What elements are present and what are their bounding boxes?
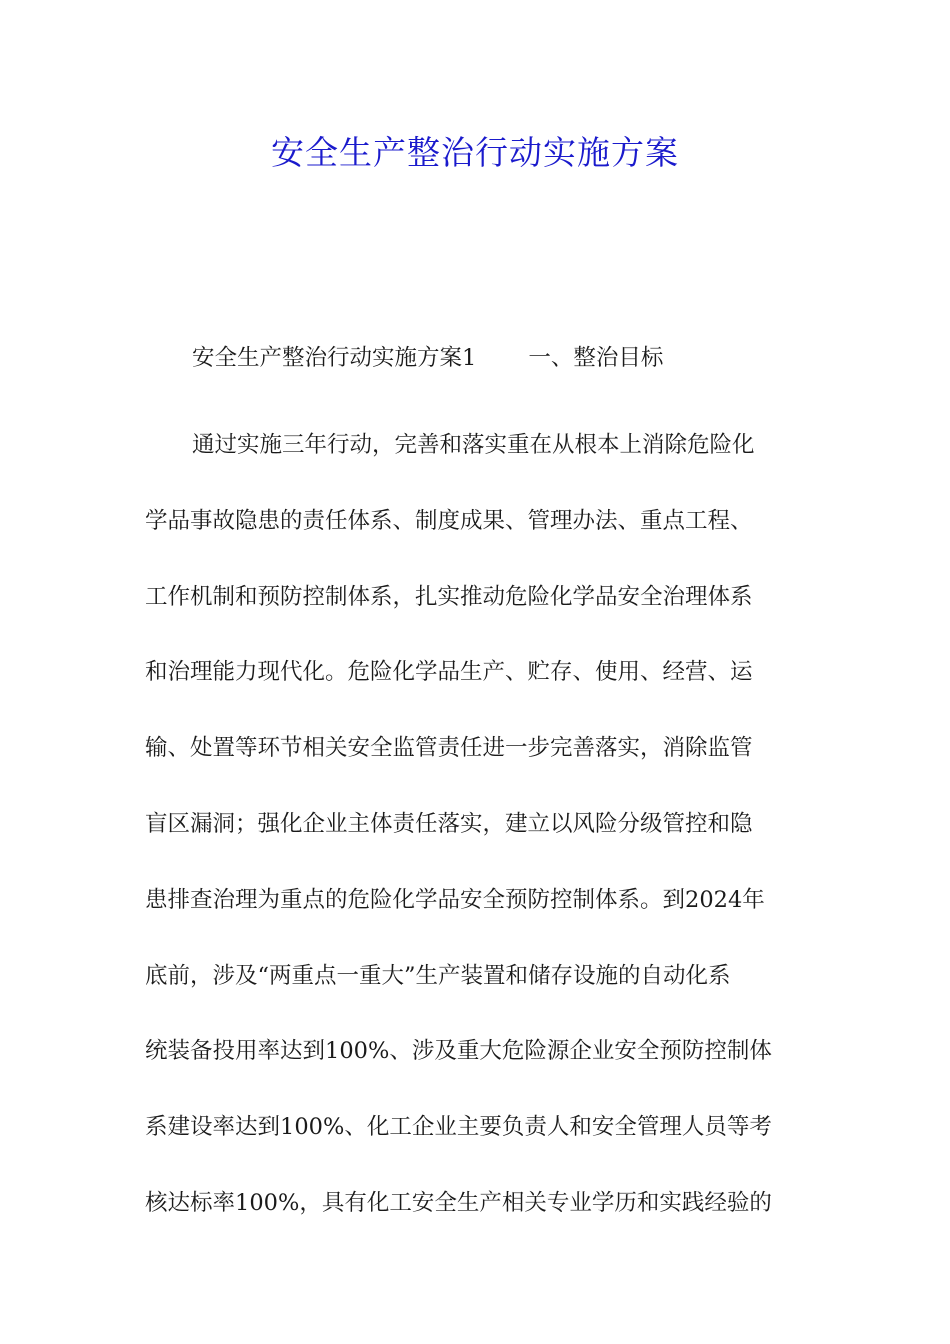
paragraph-line: 输、处置等环节相关安全监管责任进一步完善落实，消除监管 (145, 735, 753, 762)
paragraph-line: 患排查治理为重点的危险化学品安全预防控制体系。到2024年 (145, 886, 765, 913)
paragraph-line: 工作机制和预防控制体系，扎实推动危险化学品安全治理体系 (145, 583, 753, 610)
document-title: 安全生产整治行动实施方案 (271, 133, 679, 172)
section-heading: 一、整治目标 (528, 345, 664, 371)
paragraph-line: 和治理能力现代化。危险化学品生产、贮存、使用、经营、运 (145, 659, 753, 686)
paragraph-line: 通过实施三年行动，完善和落实重在从根本上消除危险化 (192, 432, 755, 458)
paragraph-line: 盲区漏洞；强化企业主体责任落实，建立以风险分级管控和隐 (145, 810, 753, 837)
intro-line (192, 340, 852, 372)
heading-reference: 安全生产整治行动实施方案1 (192, 345, 477, 371)
paragraph-line: 底前，涉及“两重点一重大”生产装置和储存设施的自动化系 (145, 962, 731, 989)
paragraph-line: 学品事故隐患的责任体系、制度成果、管理办法、重点工程、 (145, 507, 753, 534)
paragraph-line: 核达标率100%，具有化工安全生产相关专业学历和实践经验的 (145, 1189, 772, 1216)
body-paragraph (145, 408, 805, 1242)
paragraph-line: 统装备投用率达到100%、涉及重大危险源企业安全预防控制体 (145, 1038, 772, 1065)
paragraph-line: 系建设率达到100%、化工企业主要负责人和安全管理人员等考 (145, 1114, 772, 1141)
